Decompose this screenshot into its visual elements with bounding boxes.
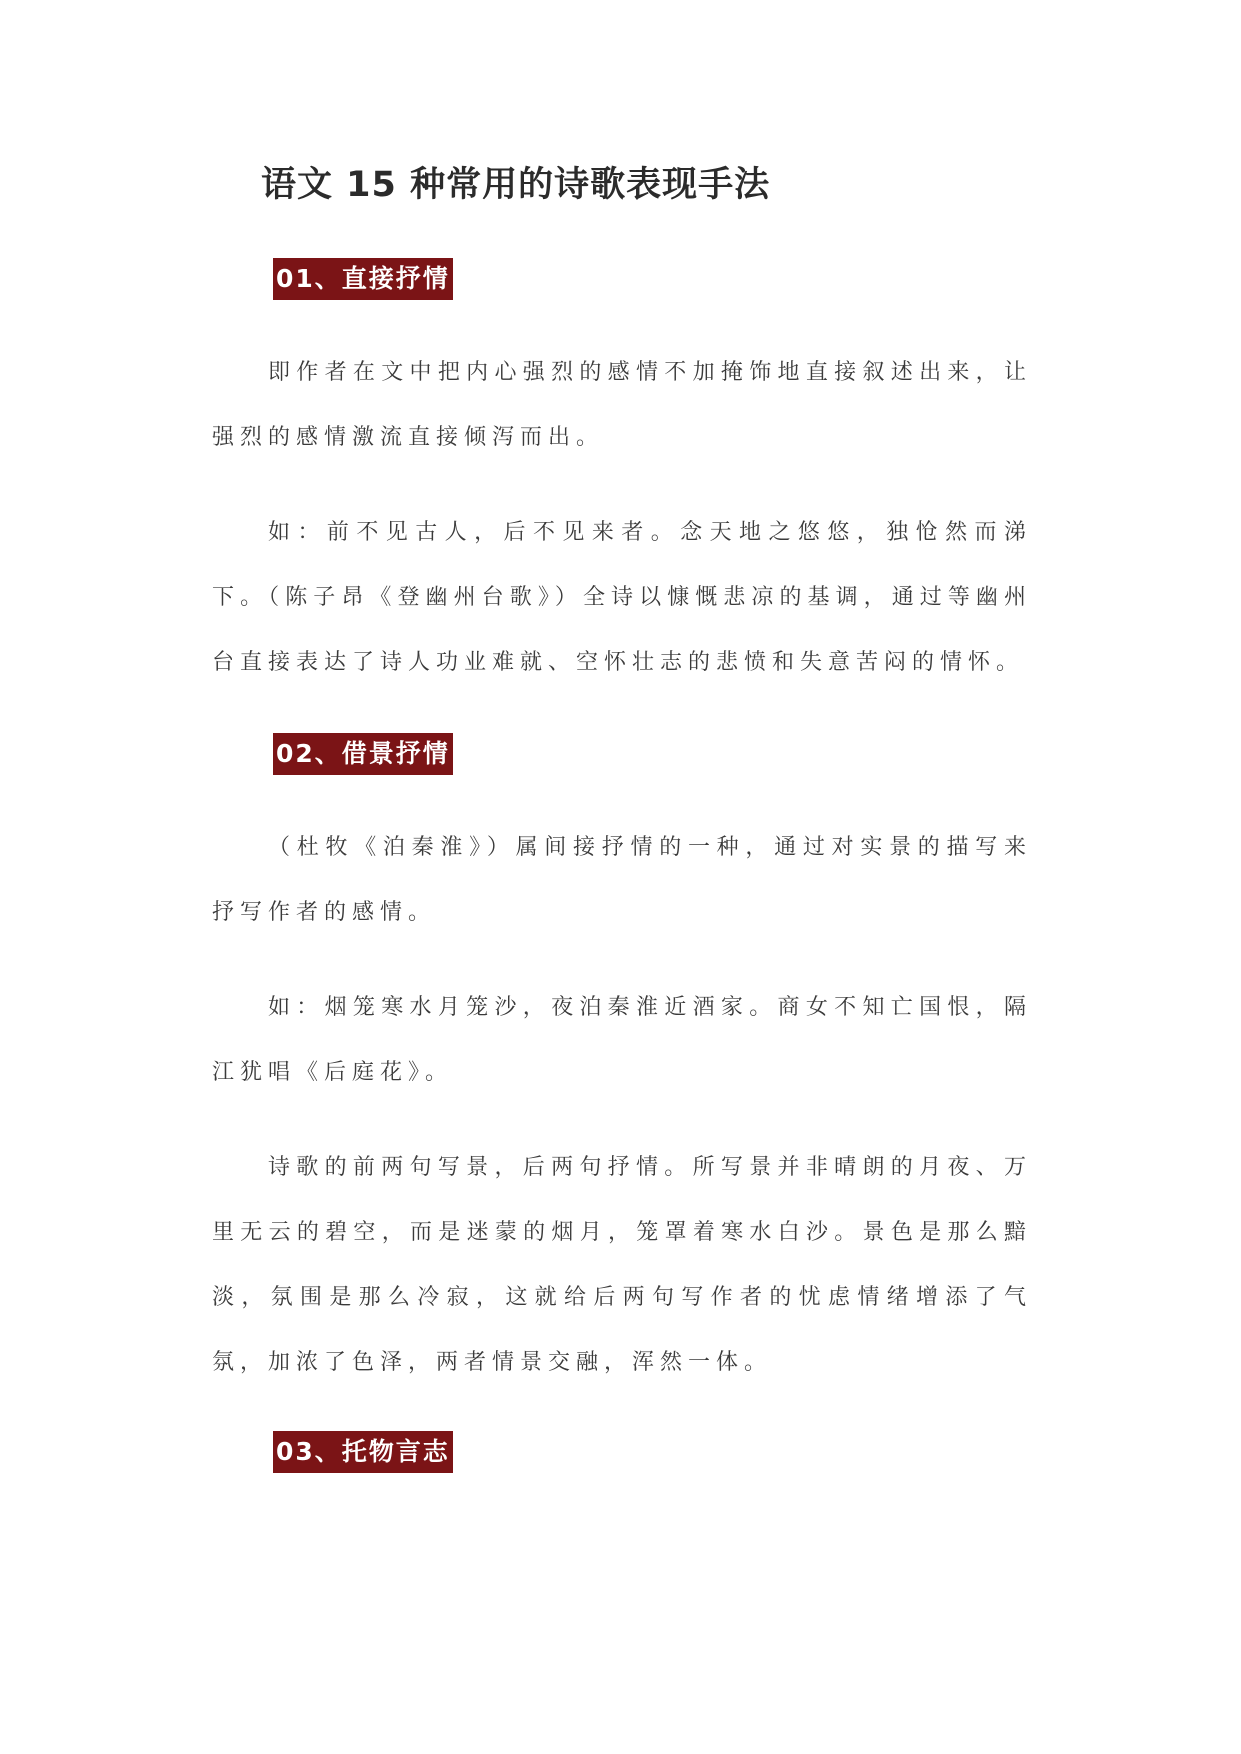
section-heading-01: 01、直接抒情 [273,258,453,300]
section-heading-03: 03、托物言志 [273,1431,453,1473]
paragraph-scene-lyric-definition: （杜牧《泊秦淮》）属间接抒情的一种，通过对实景的描写来抒写作者的感情。 [212,835,1032,925]
paragraph-direct-lyric-definition: 即作者在文中把内心强烈的感情不加掩饰地直接叙述出来，让强烈的感情激流直接倾泻而出。 [212,360,1032,450]
paragraph-scene-lyric-example: 如：烟笼寒水月笼沙，夜泊秦淮近酒家。商女不知亡国恨，隔江犹唱《后庭花》。 [212,995,1032,1085]
paragraph-direct-lyric-example: 如：前不见古人，后不见来者。念天地之悠悠，独怆然而涕下。（陈子昂《登幽州台歌》）全诗以慷慨悲凉的基调，通过等幽州台直接表达了诗人功业难就、空怀壮志的悲愤和失意苦闷的情怀。 [212,520,1032,675]
page-title: 语文 15 种常用的诗歌表现手法 [261,165,771,205]
section-heading-02: 02、借景抒情 [273,733,453,775]
paragraph-scene-lyric-analysis: 诗歌的前两句写景，后两句抒情。所写景并非晴朗的月夜、万里无云的碧空，而是迷蒙的烟月，笼罩着寒水白沙。景色是那么黯淡，氛围是那么冷寂，这就给后两句写作者的忧虑情绪增添了气氛，加浓了色泽，两者情景交融，浑然一体。 [212,1155,1032,1375]
